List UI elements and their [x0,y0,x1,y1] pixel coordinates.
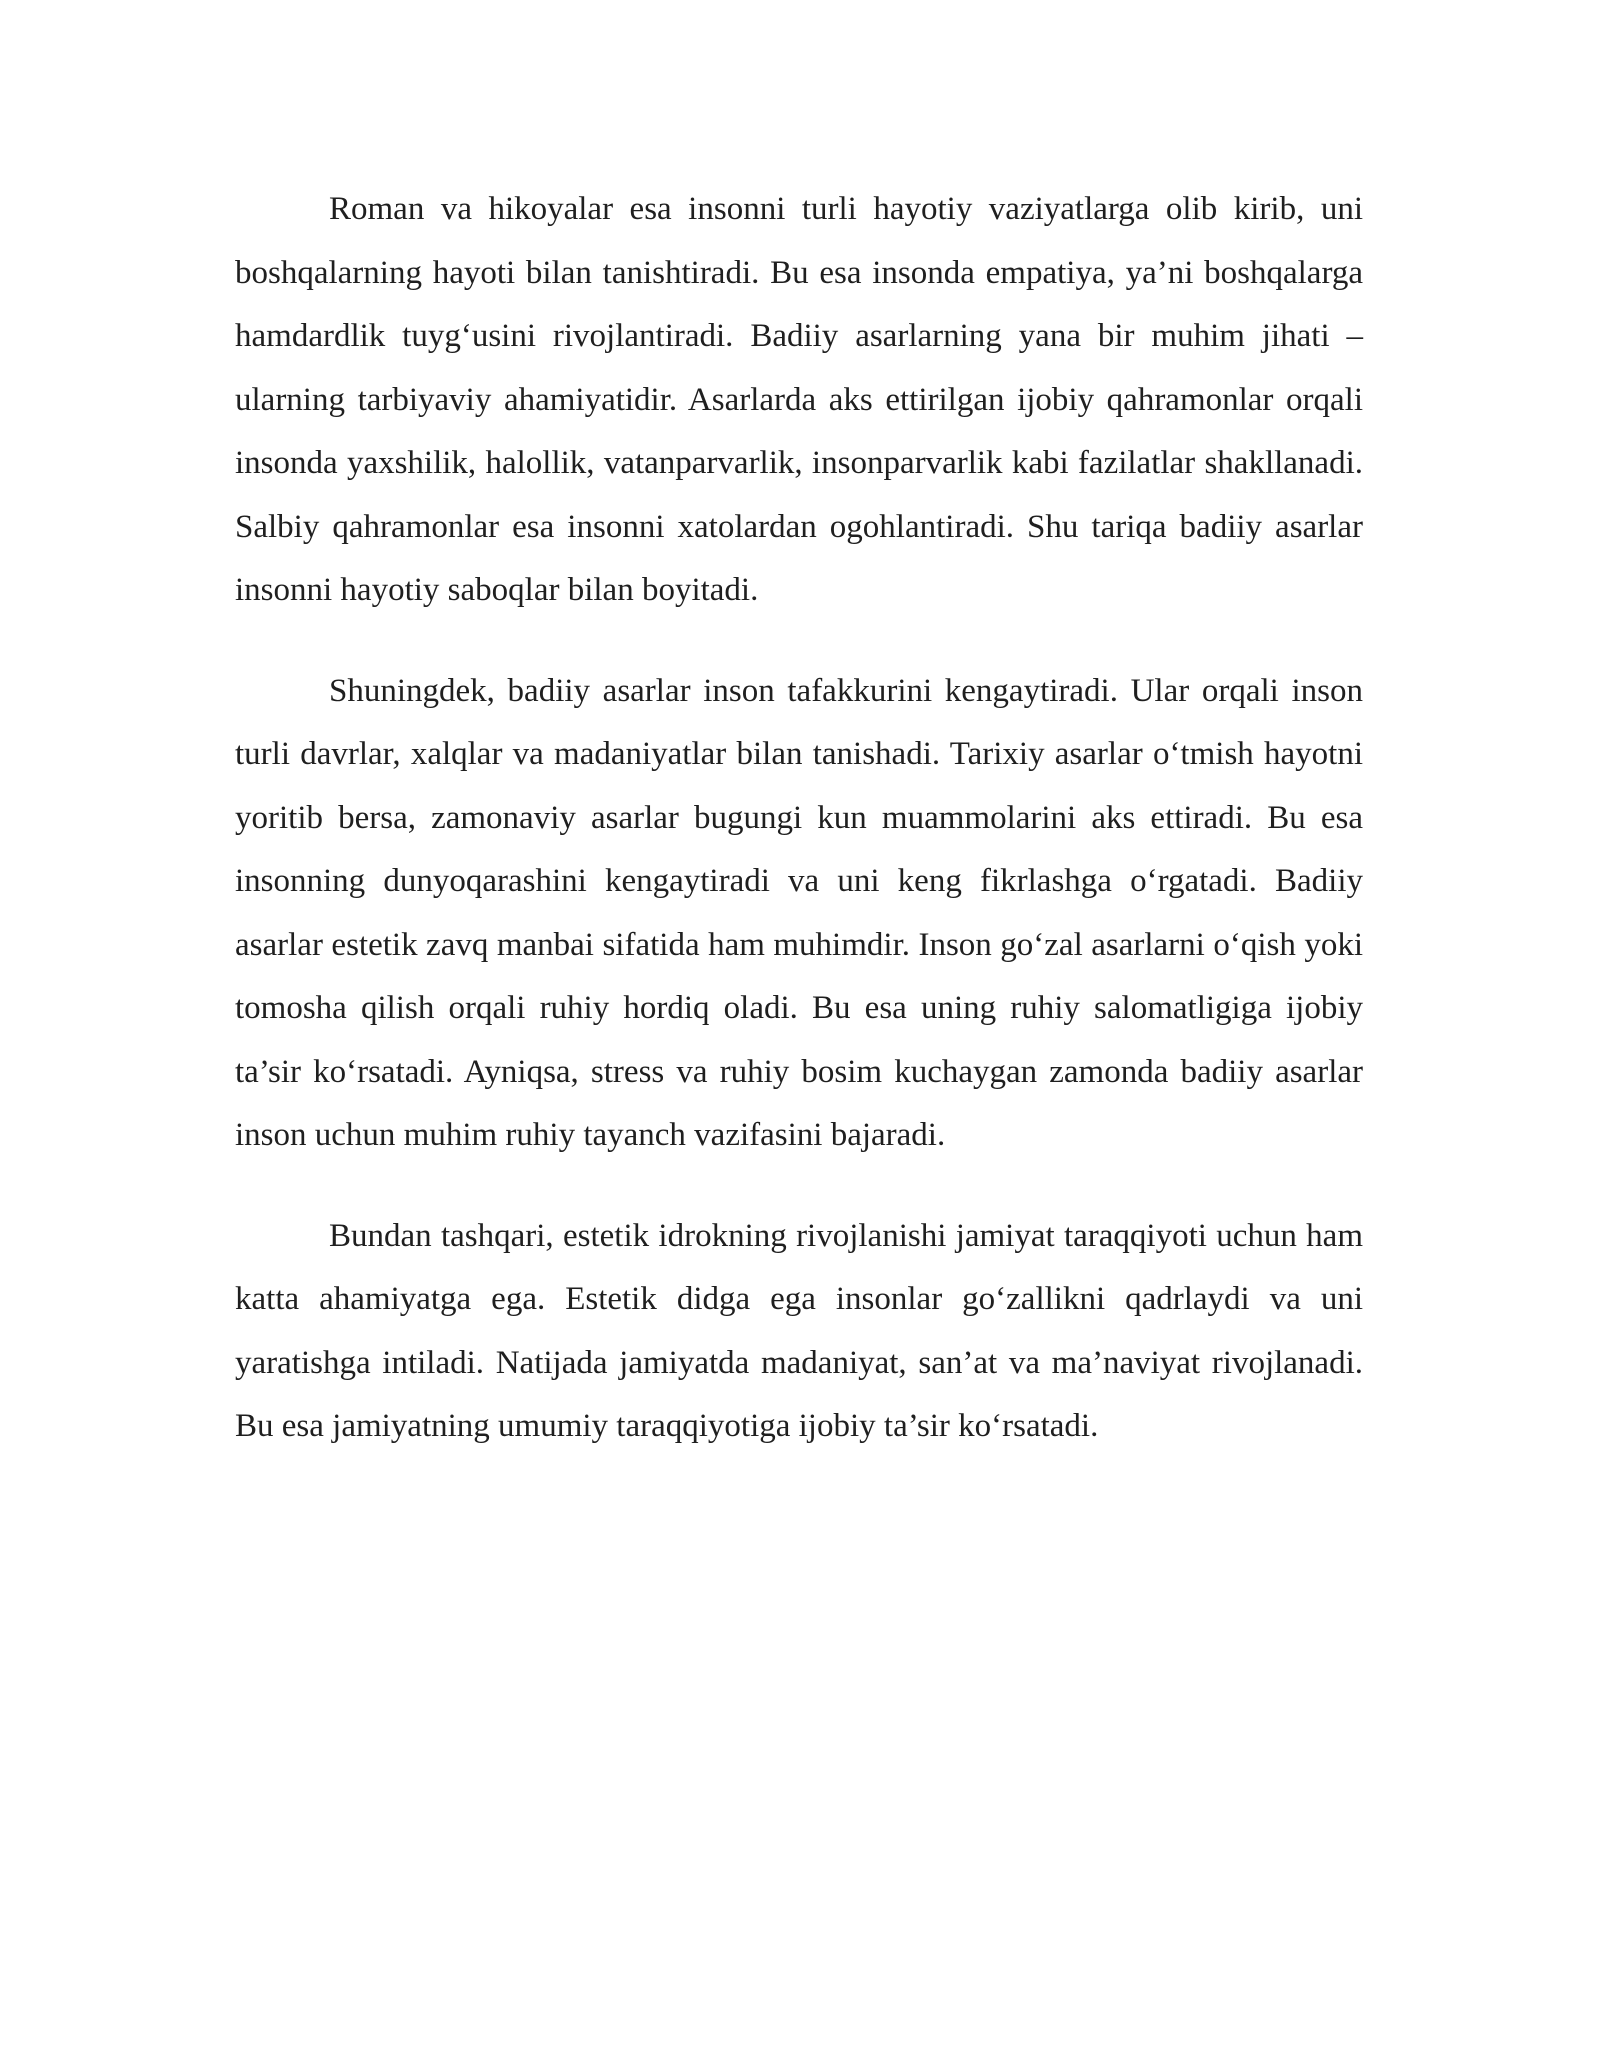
paragraph-3: Bundan tashqari, estetik idrokning rivojlanishi jamiyat taraqqiyoti uchun ham katta ahamiyatga ega. Estetik didga ega insonlar go‘zallikni qadrlaydi va uni yaratishga intiladi. Natijada jamiyatda madaniyat, san’at va ma’naviyat rivojlanadi. Bu esa jamiyatning umumiy taraqqiyotiga ijobiy ta’sir ko‘rsatadi. [235,1217,1363,1444]
paragraph-1: Roman va hikoyalar esa insonni turli hayotiy vaziyatlarga olib kirib, uni boshqalarning hayoti bilan tanishtiradi. Bu esa insonda empatiya, ya’ni boshqalarga hamdardlik tuyg‘usini rivojlantiradi. Badiiy asarlarning yana bir muhim jihati – ularning tarbiyaviy ahamiyatidir. Asarlarda aks ettirilgan ijobiy qahramonlar orqali insonda yaxshilik, halollik, vatanparvarlik, insonparvarlik kabi fazilatlar shakllanadi. Salbiy qahramonlar esa insonni xatolardan ogohlantiradi. Shu tariqa badiiy asarlar insonni hayotiy saboqlar bilan boyitadi. [235,191,1363,608]
paragraph-2: Shuningdek, badiiy asarlar inson tafakkurini kengaytiradi. Ular orqali inson turli davrlar, xalqlar va madaniyatlar bilan tanishadi. Tarixiy asarlar o‘tmish hayotni yoritib bersa, zamonaviy asarlar bugungi kun muammolarini aks ettiradi. Bu esa insonning dunyoqarashini kengaytiradi va uni keng fikrlashga o‘rgatadi. Badiiy asarlar estetik zavq manbai sifatida ham muhimdir. Inson go‘zal asarlarni o‘qish yoki tomosha qilish orqali ruhiy hordiq oladi. Bu esa uning ruhiy salomatligiga ijobiy ta’sir ko‘rsatadi. Ayniqsa, stress va ruhiy bosim kuchaygan zamonda badiiy asarlar inson uchun muhim ruhiy tayanch vazifasini bajaradi. [235,672,1363,1153]
document-body [235,178,1363,1459]
